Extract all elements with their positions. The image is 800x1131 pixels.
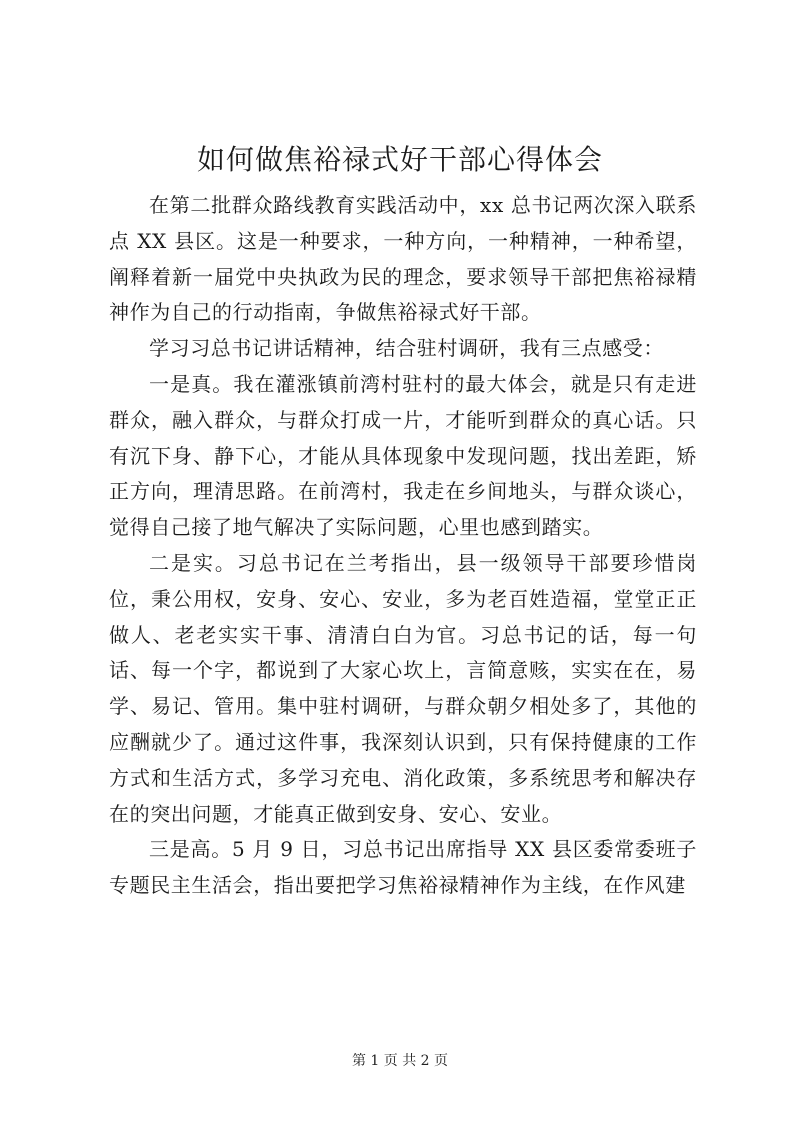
paragraph-point-two: 二是实。习总书记在兰考指出，县一级领导干部要珍惜岗位，秉公用权，安身、安心、安业，多为老百姓造福，堂堂正正做人、老老实实干事、清清白白为官。习总书记的话，每一句话、每一个字，都说到了大家心坎上，言简意赅，实实在在，易学、易记、管用。集中驻村调研，与群众朝夕相处多了，其他的应酬就少了。通过这件事，我深刻认识到，只有保持健康的工作方式和生活方式，多学习充电、消化政策，多系统思考和解决存在的突出问题，才能真正做到安身、安心、安业。	[109, 550, 697, 826]
paragraph-point-three: 三是高。5 月 9 日，习总书记出席指导 XX 县区委常委班子专题民主生活会，指出要把学习焦裕禄精神作为主线，在作风建	[109, 837, 697, 898]
paragraph-feelings: 学习习总书记讲话精神，结合驻村调研，我有三点感受：	[149, 336, 664, 361]
document-body	[109, 188, 697, 904]
paragraph-intro: 在第二批群众路线教育实践活动中，xx 总书记两次深入联系点 XX 县区。这是一种要求，一种方向，一种精神，一种希望，阐释着新一届党中央执政为民的理念，要求领导干部把焦裕禄精神作为自己的行动指南，争做焦裕禄式好干部。	[109, 193, 697, 325]
page-number-footer: 第 1 页 共 2 页	[351, 1053, 449, 1069]
paragraph-point-one: 一是真。我在灌涨镇前湾村驻村的最大体会，就是只有走进群众，融入群众，与群众打成一片，才能听到群众的真心话。只有沉下身、静下心，才能从具体现象中发现问题，找出差距，矫正方向，理清思路。在前湾村，我走在乡间地头，与群众谈心，觉得自己接了地气解决了实际问题，心里也感到踏实。	[109, 371, 697, 540]
document-title: 如何做焦裕禄式好干部心得体会	[196, 143, 603, 176]
